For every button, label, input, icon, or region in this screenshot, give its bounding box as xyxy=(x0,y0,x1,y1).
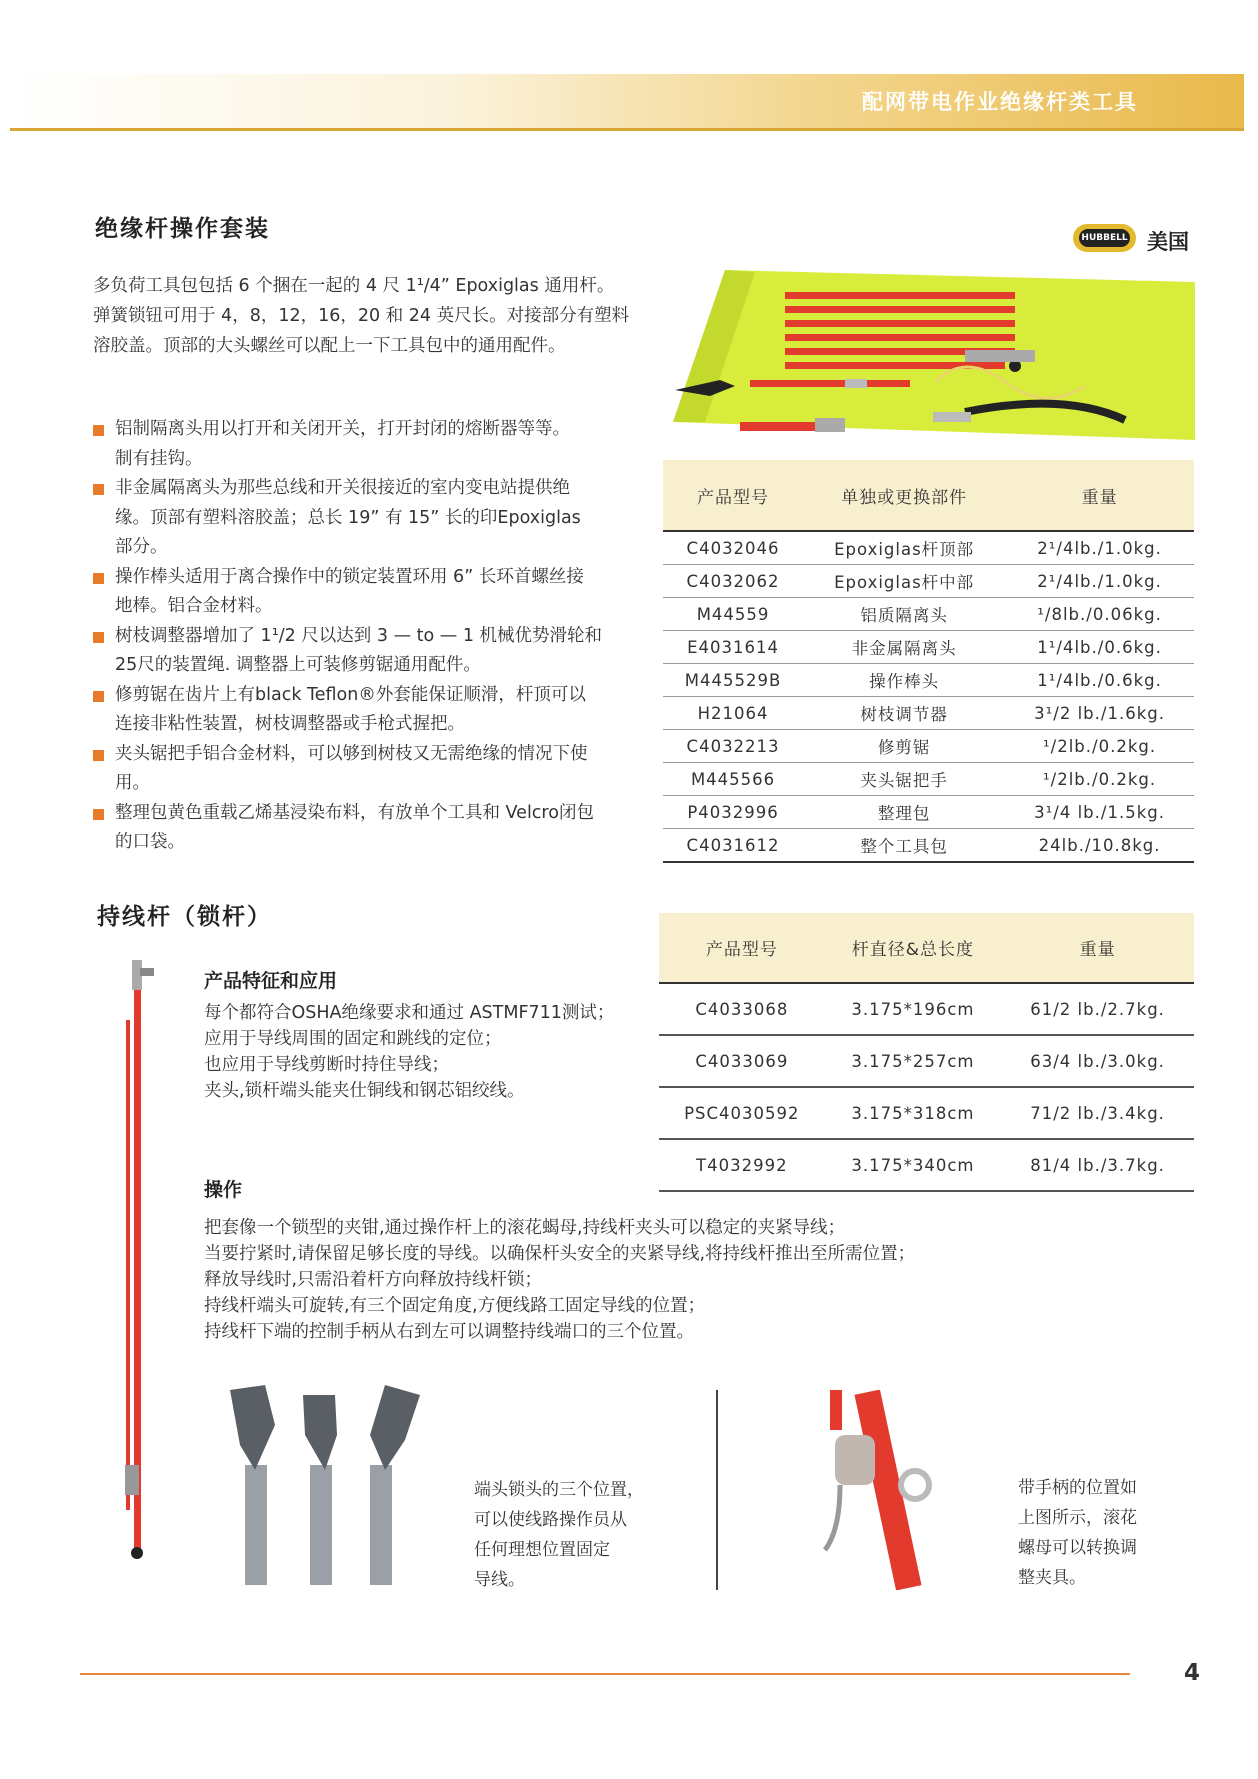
col-header: 重量 xyxy=(1005,460,1194,531)
stick-end-cap xyxy=(131,1547,143,1559)
cell: Epoxiglas杆中部 xyxy=(803,565,1005,598)
kit-intro xyxy=(93,271,653,361)
col-header: 产品型号 xyxy=(663,460,803,531)
brand-logo-text: HUBBELL xyxy=(1079,229,1130,247)
cell: C4032046 xyxy=(663,531,803,565)
stick-handle xyxy=(125,1465,139,1495)
list-item xyxy=(93,681,653,740)
footer-rule xyxy=(80,1673,1130,1675)
table-row xyxy=(663,796,1194,829)
features-text xyxy=(204,1000,664,1104)
bullet-line: 连接非粘性装置，树枝调整器或手枪式握把。 xyxy=(115,714,465,734)
ops-text xyxy=(204,1215,1084,1345)
table-row xyxy=(663,664,1194,697)
table-header-row xyxy=(663,460,1194,531)
brand-logo xyxy=(1073,224,1136,252)
handle-photo xyxy=(820,1390,970,1590)
list-item xyxy=(93,415,653,474)
cell: 3.175*340cm xyxy=(825,1139,1002,1191)
cell: 铝质隔离头 xyxy=(803,598,1005,631)
head-jaw xyxy=(370,1385,420,1470)
ops-title: 操作 xyxy=(204,1179,243,1201)
handle-collar xyxy=(901,1471,929,1499)
table-row xyxy=(663,565,1194,598)
cell: 操作棒头 xyxy=(803,664,1005,697)
stick-jaw xyxy=(140,968,154,976)
caption-head-positions xyxy=(474,1475,674,1595)
table-header-row xyxy=(659,913,1194,983)
table-row xyxy=(659,1087,1194,1139)
cell: 整个工具包 xyxy=(803,829,1005,863)
saw-handle xyxy=(933,412,971,422)
cell: P4032996 xyxy=(663,796,803,829)
cell: C4032062 xyxy=(663,565,803,598)
cell: ¹/2lb./0.2kg. xyxy=(1005,763,1194,796)
bullet-line: 铝制隔离头用以打开和关闭开关，打开封闭的熔断器等等。 xyxy=(115,419,570,439)
cell: E4031614 xyxy=(663,631,803,664)
ops-line: 持线杆端头可旋转,有三个固定角度,方便线路工固定导线的位置； xyxy=(204,1296,706,1316)
table-row xyxy=(663,531,1194,565)
stick-rod xyxy=(126,1020,130,1510)
caption-line: 整夹具。 xyxy=(1018,1568,1086,1588)
handle-nut xyxy=(835,1435,875,1485)
cell: C4033068 xyxy=(659,983,825,1035)
feature-line: 也应用于导线剪断时持住导线； xyxy=(204,1055,449,1075)
cell: M445529B xyxy=(663,664,803,697)
bullet-line: 的口袋。 xyxy=(115,832,185,852)
bullet-line: 缘。顶部有塑料溶胶盖；总长 19” 有 15” 长的印Epoxiglas xyxy=(115,507,581,528)
cell: M44559 xyxy=(663,598,803,631)
cell: 2¹/4lb./1.0kg. xyxy=(1005,531,1194,565)
cell: 71/2 lb./3.4kg. xyxy=(1001,1087,1194,1139)
clamp xyxy=(845,379,867,388)
cell: 3.175*196cm xyxy=(825,983,1002,1035)
cell: 3.175*257cm xyxy=(825,1035,1002,1087)
head-shaft xyxy=(310,1465,332,1585)
bullet-line: 夹头锯把手铝合金材料，可以够到树枝又无需绝缘的情况下使 xyxy=(115,743,588,764)
cell: 24lb./10.8kg. xyxy=(1005,829,1194,863)
table-row xyxy=(659,1139,1194,1191)
bullet-line: 用。 xyxy=(115,773,150,793)
handle-lever xyxy=(825,1485,840,1550)
bullet-line: 树枝调整器增加了 1¹/2 尺以达到 3 — to — 1 机械优势滑轮和 xyxy=(115,625,603,646)
cell: 非金属隔离头 xyxy=(803,631,1005,664)
caption-line: 任何理想位置固定 xyxy=(474,1540,610,1560)
tool-kit-photo xyxy=(665,262,1195,450)
vertical-divider xyxy=(716,1390,718,1590)
table-row xyxy=(663,598,1194,631)
cell: 1¹/4lb./0.6kg. xyxy=(1005,664,1194,697)
bullet-line: 地棒。铝合金材料。 xyxy=(115,596,273,616)
cell: H21064 xyxy=(663,697,803,730)
bullet-line: 修剪锯在齿片上有black Teflon®外套能保证顺滑，杆顶可以 xyxy=(115,684,586,705)
cell: ¹/8lb./0.06kg. xyxy=(1005,598,1194,631)
table-row xyxy=(663,631,1194,664)
cell: C4031612 xyxy=(663,829,803,863)
ops-line: 把套像一个锁型的夹钳,通过操作杆上的滚花蝎母,持线杆夹头可以稳定的夹紧导线； xyxy=(204,1218,846,1238)
list-item xyxy=(93,622,653,681)
list-item xyxy=(93,563,653,622)
features-title: 产品特征和应用 xyxy=(204,970,338,992)
cell: 61/2 lb./2.7kg. xyxy=(1001,983,1194,1035)
caption-handle xyxy=(1018,1473,1188,1593)
cell: 夹头锯把手 xyxy=(803,763,1005,796)
cell: C4033069 xyxy=(659,1035,825,1087)
head-jaw xyxy=(230,1385,275,1470)
table-row xyxy=(663,763,1194,796)
lock-stick-photo xyxy=(110,960,170,1595)
intro-line: 弹簧锁钮可用于 4，8，12，16，20 和 24 英尺长。对接部分有塑料 xyxy=(93,306,630,326)
cell: T4032992 xyxy=(659,1139,825,1191)
col-header: 杆直径&总长度 xyxy=(825,913,1002,983)
cell: 81/4 lb./3.7kg. xyxy=(1001,1139,1194,1191)
head-jaw xyxy=(303,1395,337,1470)
ops-line: 当要拧紧时,请保留足够长度的导线。以确保杆头安全的夹紧导线,将持线杆推出至所需位置； xyxy=(204,1244,916,1264)
header-rule xyxy=(10,128,1244,131)
bullet-line: 整理包黄色重载乙烯基浸染布料，有放单个工具和 Velcro闭包 xyxy=(115,802,594,823)
cell: PSC4030592 xyxy=(659,1087,825,1139)
ops-line: 释放导线时,只需沿着杆方向释放持线杆锁； xyxy=(204,1270,543,1290)
lock-stick-table xyxy=(659,913,1194,1192)
col-header: 重量 xyxy=(1001,913,1194,983)
head-shaft xyxy=(245,1465,267,1585)
col-header: 产品型号 xyxy=(659,913,825,983)
aluminum-head xyxy=(965,350,1035,362)
bullet-line: 25尺的装置绳. 调整器上可装修剪锯通用配件。 xyxy=(115,655,481,675)
table-row xyxy=(663,697,1194,730)
cell: 整理包 xyxy=(803,796,1005,829)
kit-feature-list xyxy=(93,415,653,858)
ops-line: 持线杆下端的控制手柄从右到左可以调整持线端口的三个位置。 xyxy=(204,1322,694,1342)
bullet-line: 非金属隔离头为那些总线和开关很接近的室内变电站提供绝 xyxy=(115,478,570,498)
hook-head xyxy=(815,418,845,432)
list-item xyxy=(93,474,653,563)
intro-line: 溶胶盖。顶部的大头螺丝可以配上一下工具包中的通用配件。 xyxy=(93,336,566,356)
feature-line: 夹头,锁杆端头能夹仕铜线和钢芯铝绞线。 xyxy=(204,1081,525,1101)
bullet-line: 制有挂钩。 xyxy=(115,448,203,469)
feature-line: 应用于导线周围的固定和跳线的定位； xyxy=(204,1029,502,1049)
cell: 树枝调节器 xyxy=(803,697,1005,730)
caption-line: 上图所示，滚花 xyxy=(1018,1508,1137,1528)
cell: 修剪锯 xyxy=(803,730,1005,763)
cell: 3¹/4 lb./1.5kg. xyxy=(1005,796,1194,829)
section-title-kit: 绝缘杆操作套装 xyxy=(95,216,270,242)
caption-line: 导线。 xyxy=(474,1570,525,1590)
cell: Epoxiglas杆顶部 xyxy=(803,531,1005,565)
bullet-line: 操作棒头适用于离合操作中的锁定装置环用 6” 长环首螺丝接 xyxy=(115,566,584,587)
cell: M445566 xyxy=(663,763,803,796)
section-title-lock-stick: 持线杆（锁杆） xyxy=(97,904,272,930)
table-row xyxy=(663,730,1194,763)
page-number: 4 xyxy=(1184,1660,1201,1686)
feature-line: 每个都符合OSHA绝缘要求和通过 ASTMF711测试； xyxy=(204,1003,615,1023)
table-row xyxy=(663,829,1194,863)
caption-line: 带手柄的位置如 xyxy=(1018,1478,1137,1498)
table-row xyxy=(659,983,1194,1035)
list-item xyxy=(93,799,653,858)
head-positions-photo xyxy=(225,1385,425,1590)
header-title: 配网带电作业绝缘杆类工具 xyxy=(862,90,1138,114)
kit-parts-table xyxy=(663,460,1194,863)
cell: ¹/2lb./0.2kg. xyxy=(1005,730,1194,763)
col-header: 单独或更换部件 xyxy=(803,460,1005,531)
caption-line: 螺母可以转换调 xyxy=(1018,1538,1137,1558)
intro-line: 多负荷工具包包括 6 个捆在一起的 4 尺 1¹/4” Epoxiglas 通用杆。 xyxy=(93,276,615,296)
list-item xyxy=(93,740,653,799)
handle-rod xyxy=(830,1390,842,1430)
country-label: 美国 xyxy=(1147,230,1189,254)
cell: 2¹/4lb./1.0kg. xyxy=(1005,565,1194,598)
head-shaft xyxy=(370,1465,392,1585)
caption-line: 可以使线路操作员从 xyxy=(474,1510,627,1530)
bullet-line: 部分。 xyxy=(115,537,168,557)
cell: C4032213 xyxy=(663,730,803,763)
cell: 63/4 lb./3.0kg. xyxy=(1001,1035,1194,1087)
cell: 3¹/2 lb./1.6kg. xyxy=(1005,697,1194,730)
caption-line: 端头锁头的三个位置， xyxy=(474,1480,644,1500)
cell: 3.175*318cm xyxy=(825,1087,1002,1139)
handle-pole xyxy=(854,1390,921,1590)
cell: 1¹/4lb./0.6kg. xyxy=(1005,631,1194,664)
table-row xyxy=(659,1035,1194,1087)
